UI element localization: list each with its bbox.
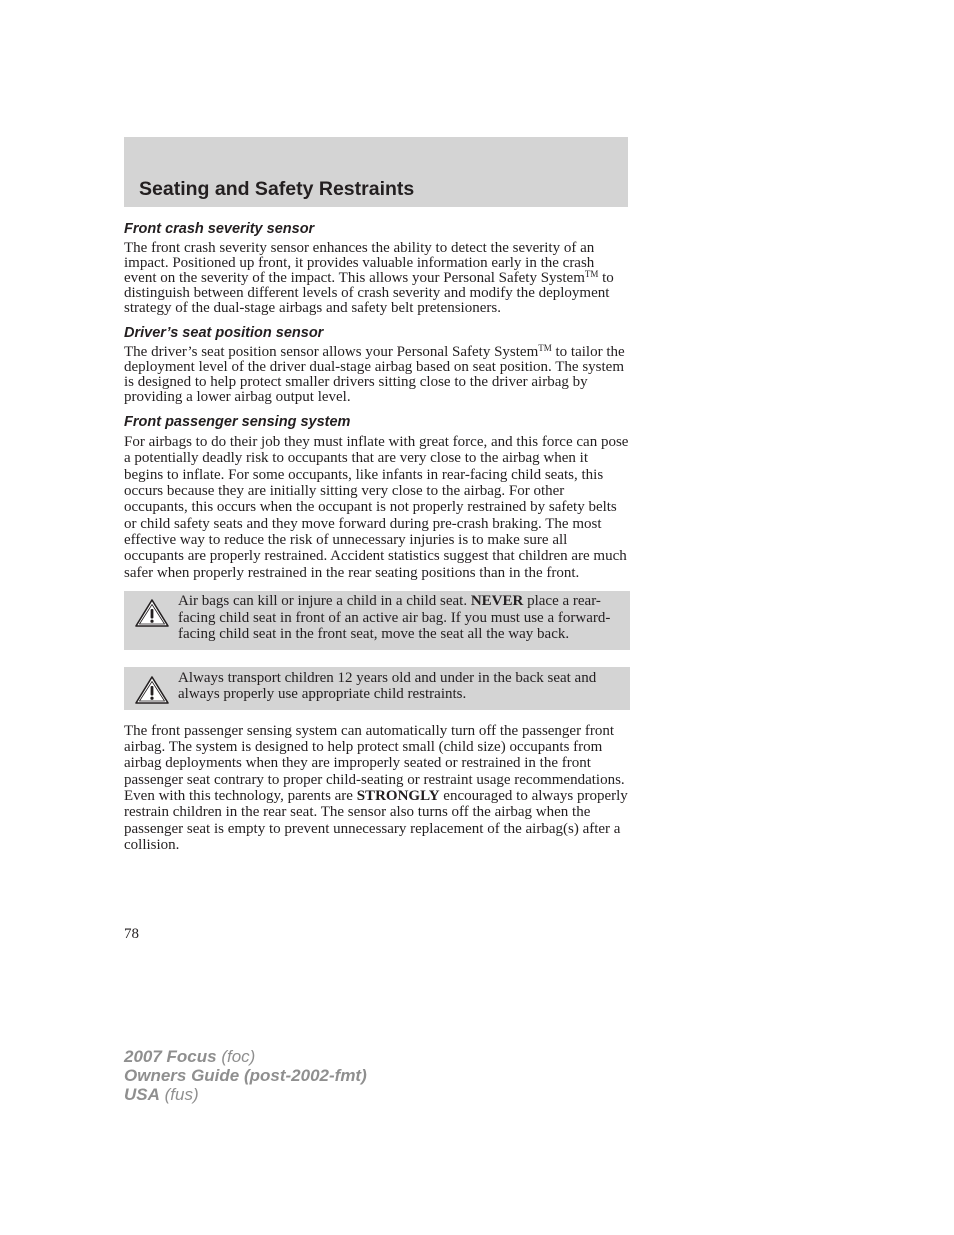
warning-text-part: Air bags can kill or injure a child in a child seat. [178,593,471,610]
page-number: 78 [124,926,139,942]
heading-drivers-seat-position-sensor: Driver’s seat position sensor [124,325,324,341]
warning-text [130,593,618,643]
page-content [124,220,630,861]
paragraph-text: The front passenger sensing system can automatically turn off the passenger front airbag. The system is designed to help protect small (child size) occupants from airbag deployments when they are improperly seated or restrained in the front passenger seat contrary to proper child-seating or restraint usage recommendations. Even with this technology, parents are [124,722,625,804]
trademark-mark: TM [538,343,552,353]
paragraph-text: to distinguish between different levels of crash severity and modify the deployment strategy of the dual-stage airbags and safety belt pretensioners. [124,270,614,316]
paragraph-text: The front crash severity sensor enhances the ability to detect the severity of an impact. Positioned up front, it provides valuable information early in the crash event on the severity of the impact. This allows your Personal Safety System [124,240,595,286]
paragraph-text: to tailor the deployment level of the driver dual-stage airbag based on seat position. The system is designed to help protect smaller drivers sitting close to the driver airbag by providing a lower airbag output level. [124,344,625,405]
footer-model-line [124,1047,367,1066]
warning-box-child-seat [124,591,630,650]
document-footer [124,1047,367,1104]
footer-model: 2007 Focus [124,1047,217,1066]
section-title: Seating and Safety Restraints [139,178,415,200]
strongly-emphasis: STRONGLY [356,787,440,804]
footer-market: USA [124,1085,160,1104]
paragraph-text: encouraged to always properly restrain children in the rear seat. The sensor also turns off the airbag when the passenger seat is empty to prevent unnecessary replacement of the airbag(s) after a collision. [124,787,628,853]
paragraph-drivers-seat-position [124,345,630,405]
warning-emphasis: NEVER [470,593,524,610]
warning-box-rear-seat [124,667,630,710]
footer-market-line [124,1085,367,1104]
footer-model-code: (foc) [216,1047,256,1066]
warning-text-part: place a rear-facing child seat in front of an active air bag. If you must use a forward-facing child seat in the front seat, move the seat all the way back. [178,593,611,643]
warning-triangle-icon [134,675,170,705]
paragraph-front-passenger-sensing: For airbags to do their job they must inflate with great force, and this force can pose a potentially deadly risk to occupants that are very close to the airbag when it begins to inflate. For some occupants, like infants in rear-facing child seats, this occurs because they are initially sitting very close to the airbag. For other occupants, this occurs when the occupant is not properly restrained by safety belts or child safety seats and they move forward during pre-crash braking. The most effective way to reduce the risk of unnecessary injuries is to make sure all occupants are properly restrained. Accident statistics suggest that children are much safer when properly restrained in the rear seating positions than in the front. [124,434,629,581]
warning-text: Always transport children 12 years old and under in the back seat and always properly use appropriate child restraints. [178,669,597,703]
trademark-mark: TM [584,269,599,279]
footer-guide-line [124,1066,367,1085]
footer-guide: Owners Guide (post-2002-fmt) [124,1066,367,1085]
paragraph-sensing-system-details [124,723,630,854]
paragraph-front-crash-severity [124,241,630,316]
section-header-band [124,137,628,207]
warning-triangle-icon [134,598,170,628]
paragraph-text: The driver’s seat position sensor allows your Personal Safety System [124,344,539,360]
heading-front-passenger-sensing-system: Front passenger sensing system [124,414,351,430]
footer-market-code: (fus) [159,1085,199,1104]
heading-front-crash-severity-sensor: Front crash severity sensor [124,221,315,237]
